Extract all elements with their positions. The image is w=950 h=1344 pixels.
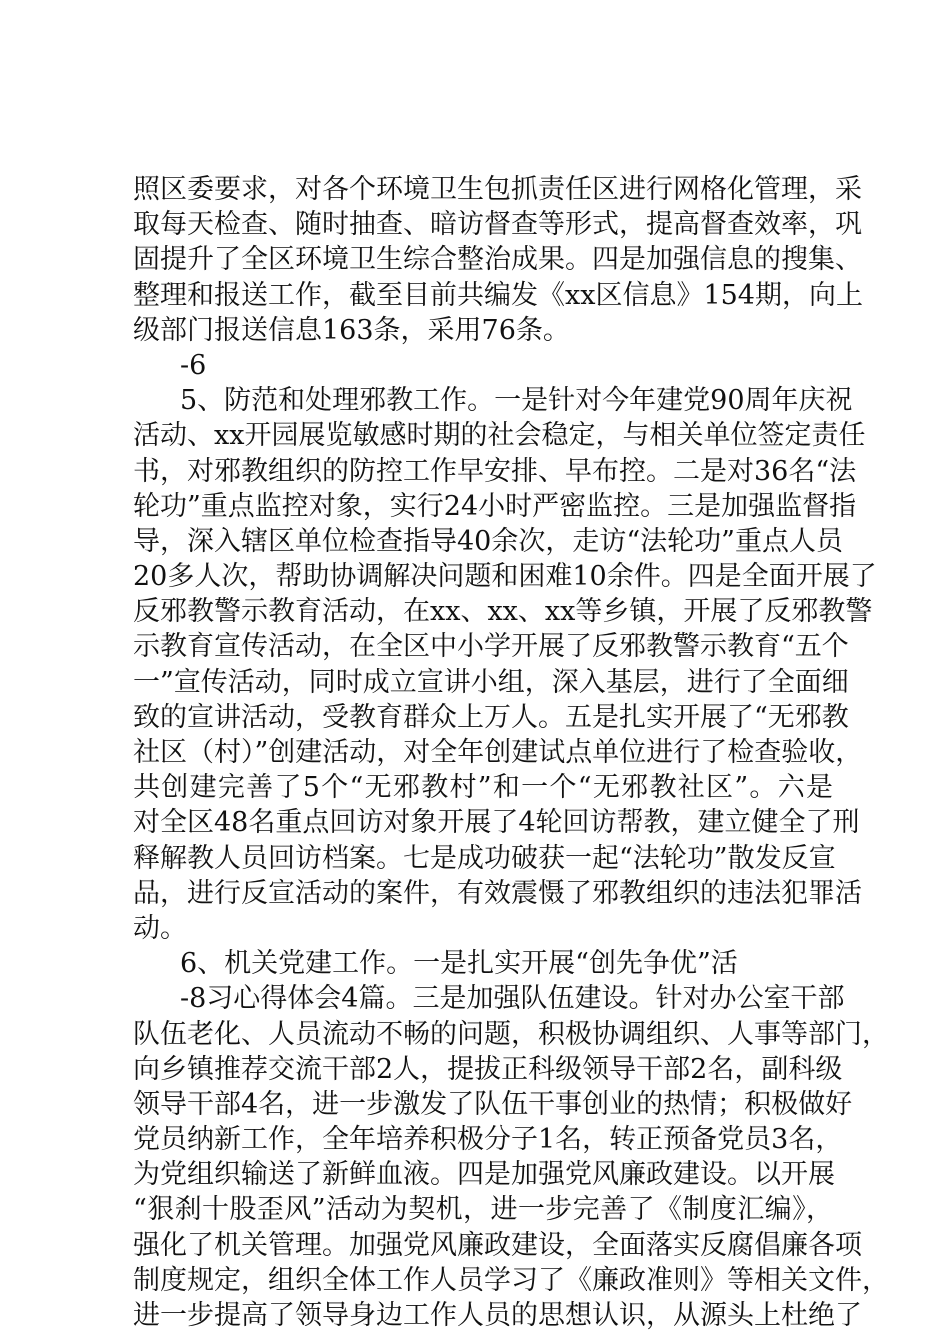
text-line: 制度规定，组织全体工作人员学习了《廉政准则》等相关文件， xyxy=(133,1265,889,1296)
text-line: 反邪教警示教育活动，在xx、xx、xx等乡镇，开展了反邪教警 xyxy=(133,596,873,627)
text-line: 一”宣传活动，同时成立宣讲小组，深入基层，进行了全面细 xyxy=(133,667,849,698)
text-line: 20多人次，帮助协调解决问题和困难10余件。四是全面开展了 xyxy=(133,561,877,592)
text-line: “狠刹十股歪风”活动为契机，进一步完善了《制度汇编》， xyxy=(133,1194,833,1225)
text-line: 强化了机关管理。加强党风廉政建设，全面落实反腐倡廉各项 xyxy=(133,1230,862,1261)
page-number-marker: -6 xyxy=(180,350,207,381)
text-line: 共创建完善了5个“无邪教村”和一个“无邪教社区”。六是 xyxy=(133,772,833,803)
text-line: 书，对邪教组织的防控工作早安排、早布控。二是对36名“法 xyxy=(133,456,857,487)
text-line: 固提升了全区环境卫生综合整治成果。四是加强信息的搜集、 xyxy=(133,244,862,275)
text-line: 致的宣讲活动，受教育群众上万人。五是扎实开展了“无邪教 xyxy=(133,702,849,733)
text-line: 领导干部4名，进一步激发了队伍干事创业的热情；积极做好 xyxy=(133,1089,853,1120)
section-heading-line: 5、防范和处理邪教工作。一是针对今年建党90周年庆祝 xyxy=(180,385,853,416)
text-line: 整理和报送工作，截至目前共编发《xx区信息》154期，向上 xyxy=(133,280,863,311)
text-line: 活动、xx开园展览敏感时期的社会稳定，与相关单位签定责任 xyxy=(133,420,866,451)
text-line: 照区委要求，对各个环境卫生包抓责任区进行网格化管理，采 xyxy=(133,174,862,205)
text-line: -8习心得体会4篇。三是加强队伍建设。针对办公室干部 xyxy=(180,983,845,1014)
text-line: 向乡镇推荐交流干部2人，提拔正科级领导干部2名，副科级 xyxy=(133,1054,843,1085)
text-line: 级部门报送信息163条，采用76条。 xyxy=(133,315,570,346)
text-line: 进一步提高了领导身边工作人员的思想认识，从源头上杜绝了 xyxy=(133,1300,862,1331)
text-line: 社区（村）”创建活动，对全年创建试点单位进行了检查验收， xyxy=(133,737,863,768)
section-heading-line: 6、机关党建工作。一是扎实开展“创先争优”活 xyxy=(180,948,738,979)
text-line: 品，进行反宣活动的案件，有效震慑了邪教组织的违法犯罪活 xyxy=(133,878,862,909)
text-line: 示教育宣传活动，在全区中小学开展了反邪教警示教育“五个 xyxy=(133,631,849,662)
text-line: 释解教人员回访档案。七是成功破获一起“法轮功”散发反宣 xyxy=(133,843,836,874)
text-line: 取每天检查、随时抽查、暗访督查等形式，提高督查效率，巩 xyxy=(133,209,862,240)
text-line: 导，深入辖区单位检查指导40余次，走访“法轮功”重点人员 xyxy=(133,526,843,557)
text-line: 为党组织输送了新鲜血液。四是加强党风廉政建设。以开展 xyxy=(133,1159,835,1190)
text-line: 动。 xyxy=(133,913,187,944)
text-line: 队伍老化、人员流动不畅的问题，积极协调组织、人事等部门， xyxy=(133,1019,889,1050)
text-line: 对全区48名重点回访对象开展了4轮回访帮教，建立健全了刑 xyxy=(133,807,860,838)
text-line: 轮功”重点监控对象，实行24小时严密监控。三是加强监督指 xyxy=(133,491,857,522)
text-line: 党员纳新工作，全年培养积极分子1名，转正预备党员3名， xyxy=(133,1124,843,1155)
